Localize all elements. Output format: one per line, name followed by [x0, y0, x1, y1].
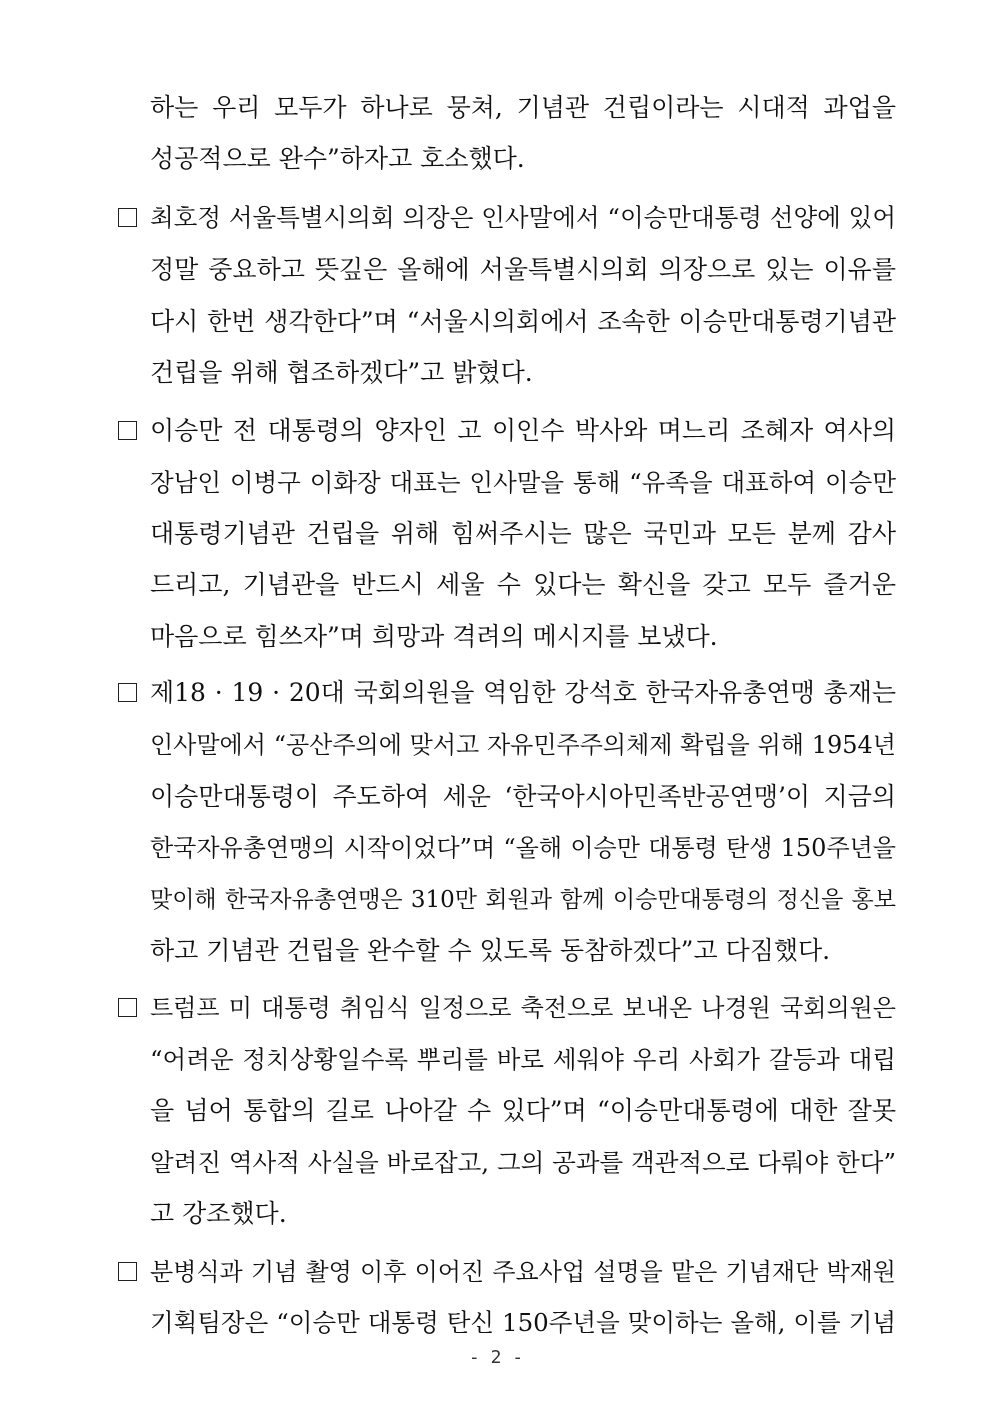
checkbox-bullet-icon	[118, 683, 137, 702]
paragraph-line: 맞이해 한국자유총연맹은 310만 회원과 함께 이승만대통령의 정신을 홍보	[150, 887, 896, 913]
paragraph-line: 장남인 이병구 이화장 대표는 인사말을 통해 “유족을 대표하여 이승만	[150, 468, 896, 497]
paragraph-line: 인사말에서 “공산주의에 맞서고 자유민주주의체제 확립을 위해 1954년	[150, 731, 896, 759]
checkbox-bullet-icon	[118, 998, 137, 1017]
paragraph-line: 최호정 서울특별시의회 의장은 인사말에서 “이승만대통령 선양에 있어	[150, 203, 896, 232]
paragraph-line: 대통령기념관 건립을 위해 힘써주시는 많은 국민과 모든 분께 감사	[150, 519, 896, 548]
paragraph-line: 고 강조했다.	[150, 1199, 287, 1228]
paragraph-line: 이승만 전 대통령의 양자인 고 이인수 박사와 며느리 조혜자 여사의	[150, 416, 896, 445]
paragraph-line: 트럼프 미 대통령 취임식 일정으로 축전으로 보내온 나경원 국회의원은	[150, 994, 896, 1022]
paragraph-line: “어려운 정치상황일수록 뿌리를 바로 세워야 우리 사회가 갈등과 대립	[150, 1045, 896, 1074]
paragraph-line: 제18 · 19 · 20대 국회의원을 역임한 강석호 한국자유총연맹 총재는	[150, 678, 896, 707]
paragraph-line: 분병식과 기념 촬영 이후 이어진 주요사업 설명을 맡은 기념재단 박재원	[150, 1258, 896, 1286]
paragraph-line: 기획팀장은 “이승만 대통령 탄신 150주년을 맞이하는 올해, 이를 기념	[150, 1308, 896, 1337]
checkbox-bullet-icon	[118, 421, 137, 440]
paragraph-line: 드리고, 기념관을 반드시 세울 수 있다는 확신을 갖고 모두 즐거운	[150, 570, 896, 599]
paragraph-line: 마음으로 힘쓰자”며 희망과 격려의 메시지를 보냈다.	[150, 622, 718, 651]
paragraph-line: 성공적으로 완수”하자고 호소했다.	[150, 144, 525, 173]
paragraph-line: 하는 우리 모두가 하나로 뭉쳐, 기념관 건립이라는 시대적 과업을	[150, 93, 896, 122]
paragraph-line: 다시 한번 생각한다”며 “서울시의회에서 조속한 이승만대통령기념관	[150, 307, 896, 336]
paragraph-line: 을 넘어 통합의 길로 나아갈 수 있다”며 “이승만대통령에 대한 잘못	[150, 1096, 896, 1125]
paragraph-line: 알려진 역사적 사실을 바로잡고, 그의 공과를 객관적으로 다뤄야 한다”	[150, 1148, 896, 1177]
paragraph-line: 건립을 위해 협조하겠다”고 밝혔다.	[150, 358, 533, 387]
paragraph-line: 한국자유총연맹의 시작이었다”며 “올해 이승만 대통령 탄생 150주년을	[150, 834, 896, 862]
paragraph-line: 하고 기념관 건립을 완수할 수 있도록 동참하겠다”고 다짐했다.	[150, 936, 831, 965]
checkbox-bullet-icon	[118, 1262, 137, 1281]
page-number: - 2 -	[468, 1347, 524, 1368]
checkbox-bullet-icon	[118, 208, 137, 227]
paragraph-line: 정말 중요하고 뜻깊은 올해에 서울특별시의회 의장으로 있는 이유를	[150, 255, 896, 284]
paragraph-line: 이승만대통령이 주도하여 세운 ‘한국아시아민족반공연맹’이 지금의	[150, 782, 896, 811]
